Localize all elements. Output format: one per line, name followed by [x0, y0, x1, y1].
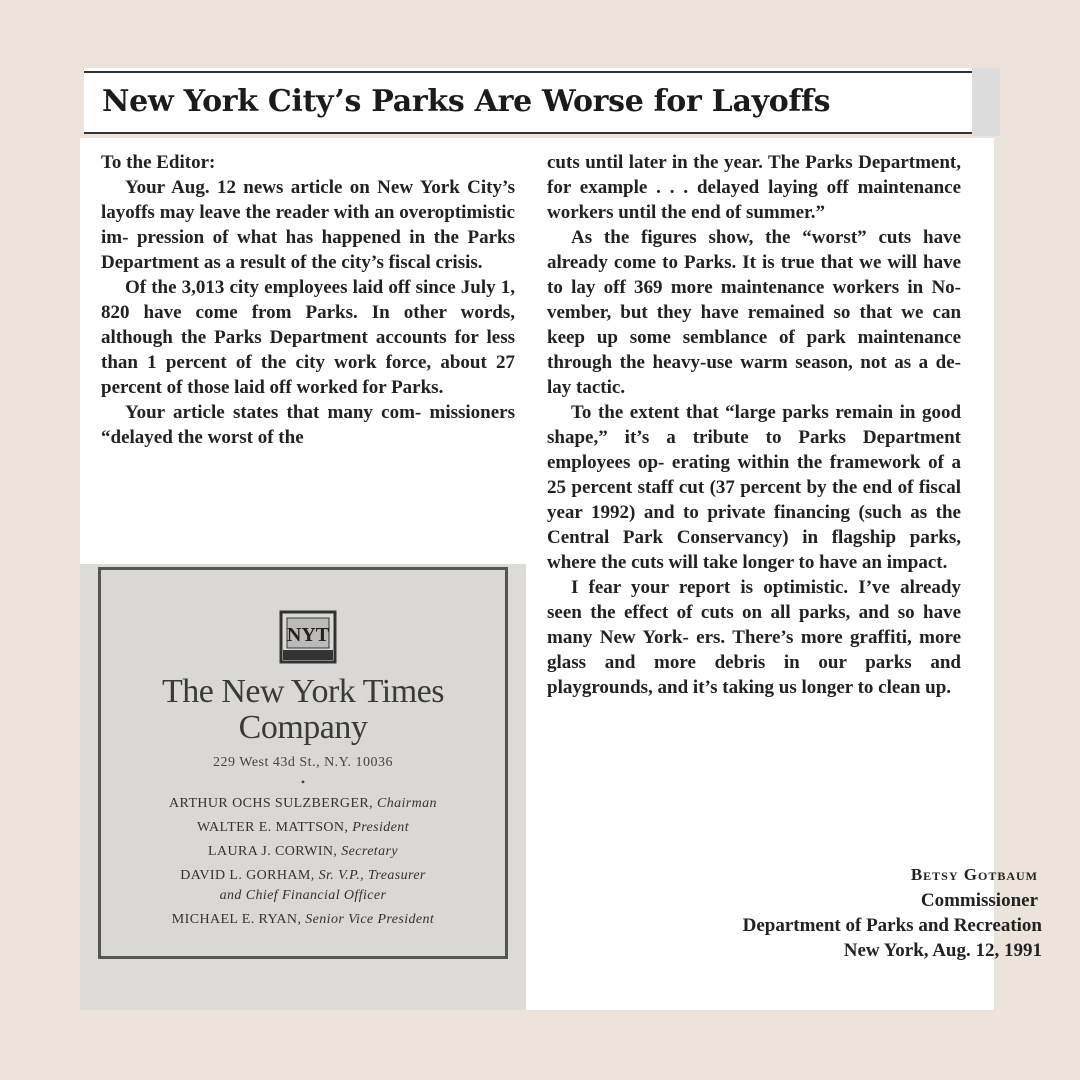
- letter-paragraph: Of the 3,013 city employees laid off since July 1, 820 have come from Parks. In other words, although the Parks Department accounts for less than 1 percent of the city work force, about 27 percent of those laid off worked for Parks.: [101, 277, 516, 398]
- letter-column-right: [547, 150, 961, 700]
- headline-strip: [84, 68, 972, 134]
- headline-rule-bottom: [84, 132, 972, 134]
- clipping-shadow-edge: [972, 68, 1000, 136]
- signature-department: Department of Parks and Recreation: [742, 915, 1042, 936]
- officer-line: MICHAEL E. RYAN, Senior Vice President: [171, 912, 435, 927]
- signature-name: Betsy Gotbaum: [910, 865, 1038, 884]
- salutation: To the Editor:: [101, 152, 216, 173]
- letter-paragraph: As the figures show, the “worst” cuts have already come to Parks. It is true that we will have to lay off 369 more maintenance workers in No- vember, but they have remained so that we can keep up some semblance of park maintenance through the heavy-use warm season, not as a de- lay tactic.: [547, 227, 962, 398]
- signature-place-date: New York, Aug. 12, 1991: [843, 940, 1042, 961]
- letter-column-left: [101, 150, 515, 450]
- bullet-separator: •: [300, 775, 306, 789]
- company-name: The New York Times Company: [162, 673, 444, 746]
- signature-title: Commissioner: [920, 890, 1038, 911]
- headline-rule-top: [84, 71, 972, 73]
- company-masthead-box: [98, 567, 508, 959]
- officer-line: LAURA J. CORWIN, Secretary: [208, 844, 398, 859]
- officer-line: ARTHUR OCHS SULZBERGER, Chairman: [169, 796, 437, 811]
- officer-line: DAVID L. GORHAM, Sr. V.P., Treasurer: [180, 868, 426, 883]
- company-address: 229 West 43d St., N.Y. 10036: [213, 755, 393, 770]
- letter-paragraph: Your article states that many com- missioners “delayed the worst of the: [101, 402, 515, 448]
- nyt-logo-text: NYT: [286, 624, 330, 646]
- letter-paragraph: To the extent that “large parks remain in good shape,” it’s a tribute to Parks Department employees op- erating within the framework of a 25 percent staff cut (37 percent by the end of fiscal year 1992) and to private financing (such as the Central Park Conservancy) in flagship parks, where the cuts will take longer to have an impact.: [547, 402, 962, 573]
- officer-line: WALTER E. MATTSON, President: [196, 820, 409, 835]
- officer-line: and Chief Financial Officer: [219, 888, 387, 903]
- letter-paragraph: Your Aug. 12 news article on New York City’s layoffs may leave the reader with an overoptimistic im- pression of what has happened in the Parks Department as a result of the city’s fiscal crisis.: [101, 177, 516, 273]
- nyt-logo-icon: [279, 610, 337, 664]
- letter-paragraph: cuts until later in the year. The Parks Department, for example . . . delayed laying off maintenance workers until the end of summer.”: [547, 152, 962, 223]
- article-headline: New York City’s Parks Are Worse for Layoffs: [102, 84, 831, 119]
- letter-paragraph: I fear your report is optimistic. I’ve already seen the effect of cuts on all parks, and so have many New York- ers. There’s more graffiti, more glass and more debris in our parks and playgrounds, and it’s taking us longer to clean up.: [547, 577, 961, 698]
